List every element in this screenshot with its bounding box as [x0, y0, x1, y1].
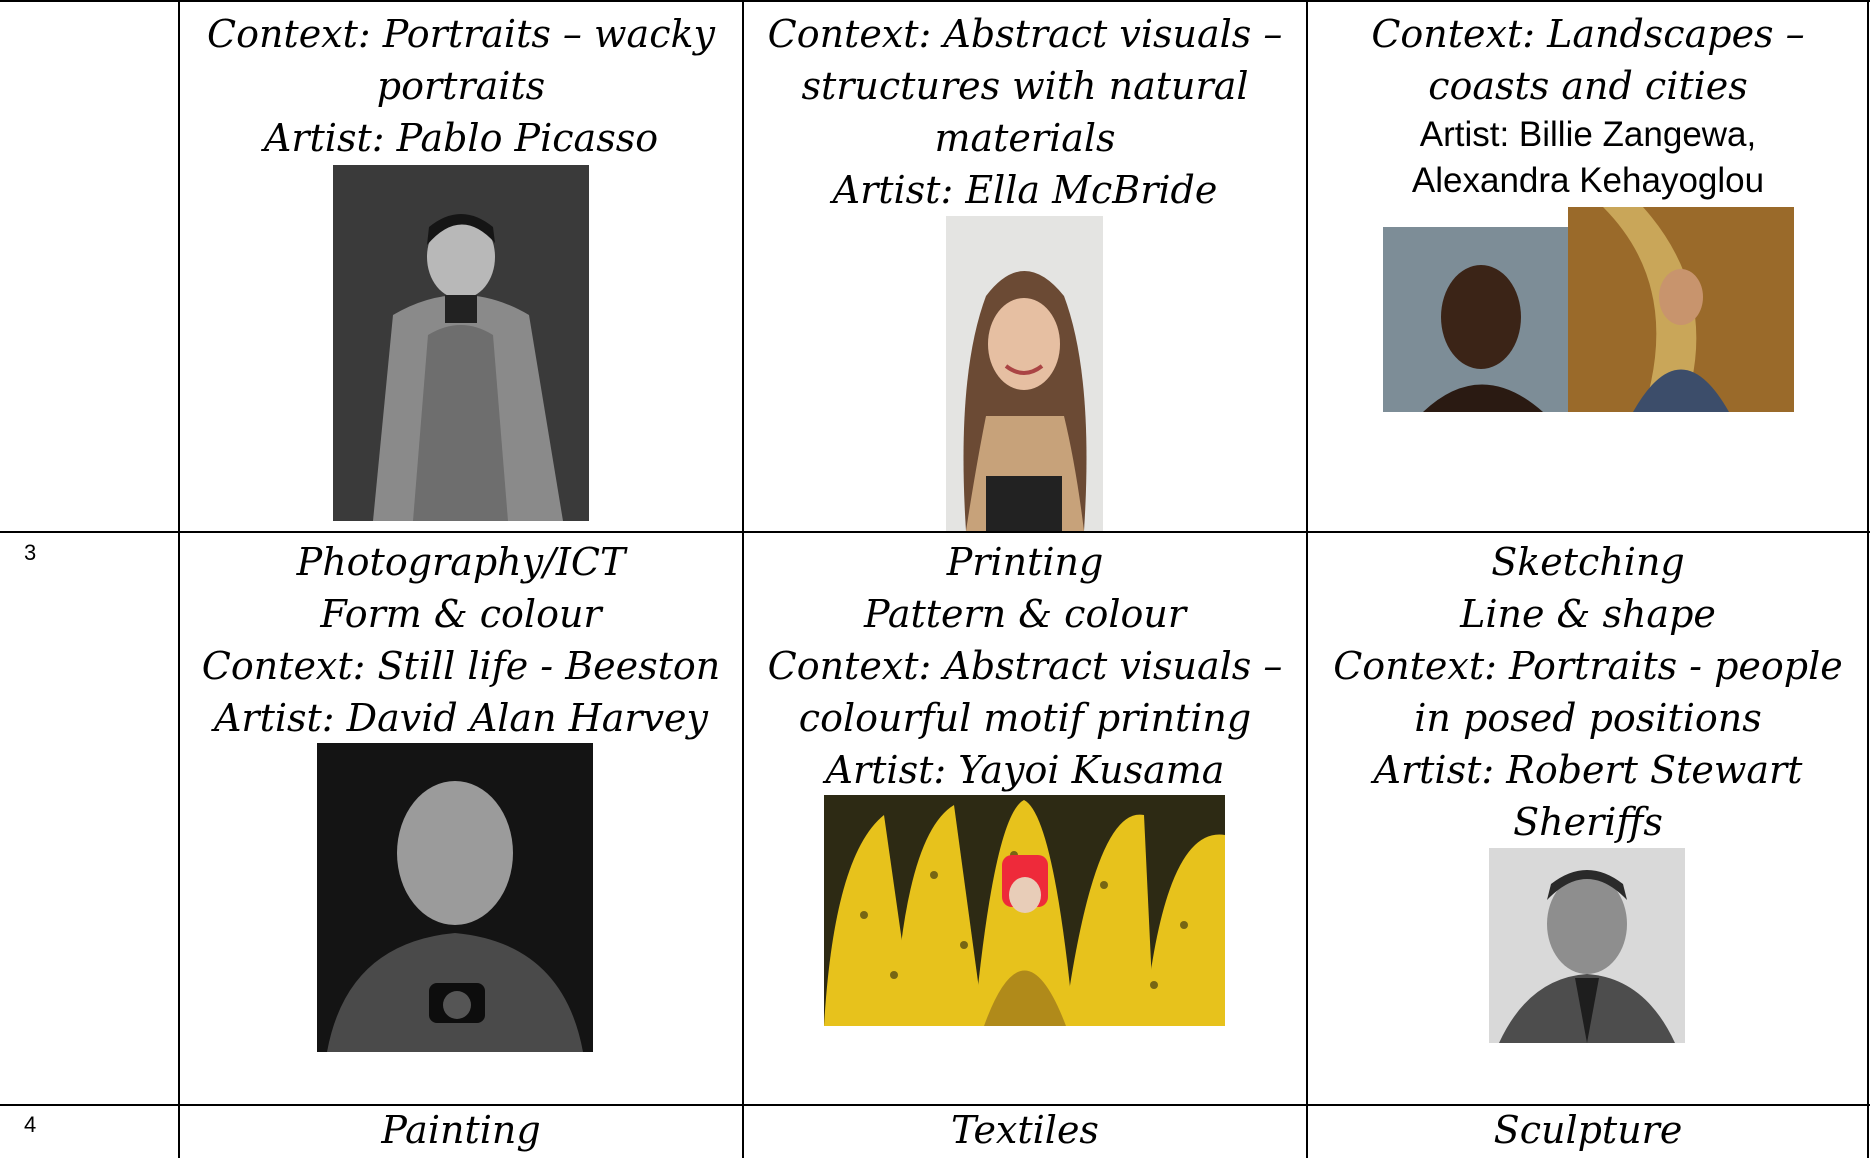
sheriffs-photo [1489, 848, 1685, 1043]
row-number-3: 3 [24, 540, 37, 565]
row-number-4: 4 [24, 1112, 37, 1137]
cell-printing-kusama: Printing Pattern & colour Context: Abstract visuals – colourful motif printing Artist: Yayoi Kusama [767, 540, 1283, 792]
mcbride-photo [946, 216, 1103, 531]
cell-photography-harvey: Photography/ICT Form & colour Context: Still life - Beeston Artist: David Alan Harvey [201, 540, 721, 740]
picasso-photo [333, 165, 589, 521]
row-divider-1 [0, 531, 1870, 533]
cell-portraits-picasso: Context: Portraits – wacky portraits Artist: Pablo Picasso [207, 12, 715, 160]
cell-sculpture: Sculpture [1493, 1108, 1683, 1152]
cell-painting: Painting [381, 1108, 541, 1152]
cell-textiles: Textiles [951, 1108, 1099, 1152]
cell-sketching-sheriffs: Sketching Line & shape Context: Portraits - people in posed positions Artist: Robert Stewart Sheriffs [1333, 540, 1843, 844]
zangewa-kehayoglou-photo [1383, 207, 1794, 412]
harvey-photo [317, 743, 593, 1052]
cell-abstract-mcbride: Context: Abstract visuals – structures with natural materials Artist: Ella McBride [767, 12, 1283, 212]
cell-landscapes-zangewa-kehayoglou: Context: Landscapes – coasts and cities Artist: Billie Zangewa, Alexandra Kehayoglou [1371, 12, 1805, 200]
table-border-top [0, 0, 1870, 2]
kusama-photo [824, 795, 1225, 1026]
